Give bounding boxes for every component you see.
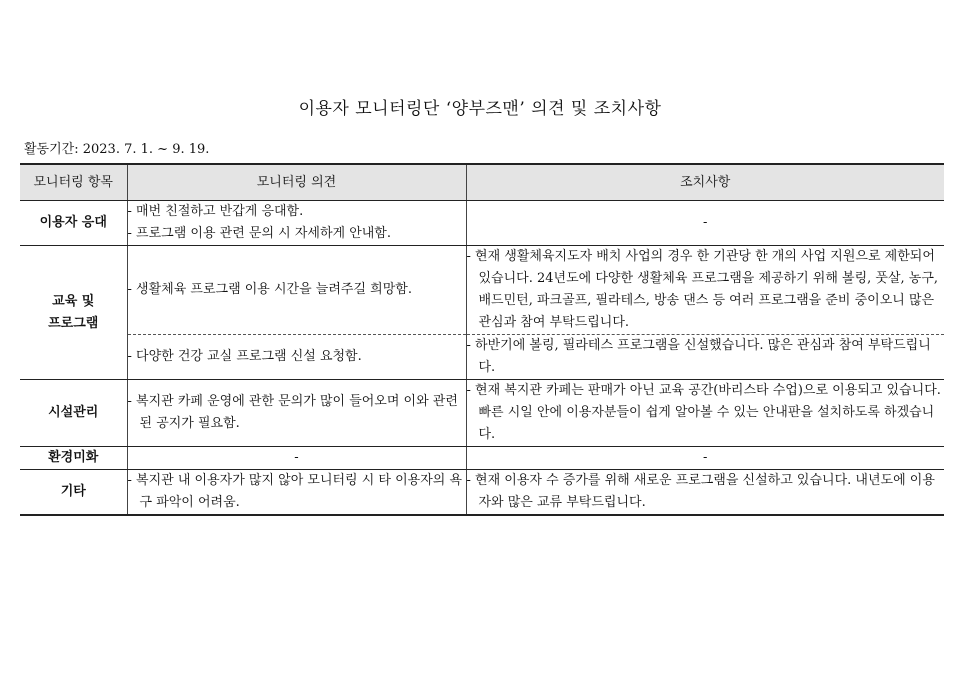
action-item: - 현재 이용자 수 증가를 위해 새로운 프로그램을 신설하고 있습니다. 내년도에 이용자와 많은 교류 부탁드립니다.	[466, 473, 935, 510]
opinion-other	[127, 470, 466, 516]
opinion-item: - 매번 친절하고 반갑게 응대함.	[127, 204, 304, 219]
opinion-environment: -	[127, 447, 466, 470]
opinion-item: - 다양한 건강 교실 프로그램 신설 요청함.	[127, 349, 362, 364]
table-header-row	[20, 164, 944, 201]
table-row-user-service	[20, 201, 944, 246]
opinion-education-2	[127, 335, 466, 380]
opinion-education-1	[127, 246, 466, 335]
action-other	[466, 470, 944, 516]
action-education-1	[466, 246, 944, 335]
action-environment: -	[466, 447, 944, 470]
opinion-item: - 생활체육 프로그램 이용 시간을 늘려주길 희망함.	[127, 282, 412, 297]
category-education	[20, 246, 127, 380]
table-row-education-2	[20, 335, 944, 380]
opinion-item: - 복지관 내 이용자가 많지 않아 모니터링 시 타 이용자의 욕구 파악이 어려움.	[127, 473, 463, 510]
activity-period: 활동기간: 2023. 7. 1. ~ 9. 19.	[24, 142, 210, 157]
header-action-taken: 조치사항	[466, 164, 944, 201]
category-facility: 시설관리	[20, 380, 127, 447]
action-facility	[466, 380, 944, 447]
table-row-other	[20, 470, 944, 516]
header-monitoring-item: 모니터링 항목	[20, 164, 127, 201]
category-other: 기타	[20, 470, 127, 516]
page-title: 이용자 모니터링단 ‘양부즈맨’ 의견 및 조치사항	[298, 99, 662, 119]
header-monitoring-opinion: 모니터링 의견	[127, 164, 466, 201]
category-environment: 환경미화	[20, 447, 127, 470]
action-item: - 하반기에 볼링, 필라테스 프로그램을 신설했습니다. 많은 관심과 참여 부탁드립니다.	[466, 338, 931, 375]
table-row-environment	[20, 447, 944, 470]
action-item: - 현재 생활체육지도자 배치 사업의 경우 한 기관당 한 개의 사업 지원으로 제한되어 있습니다. 24년도에 다양한 생활체육 프로그램을 제공하기 위해 볼링, 풋살, 농구, 배드민턴, 파크골프, 필라테스, 방송 댄스 등 여러 프로그램을 준비 중이오니 많은 관심과 참여 부탁드립니다.	[466, 249, 939, 330]
category-education-line2: 프로그램	[48, 315, 99, 331]
opinion-facility	[127, 380, 466, 447]
category-user-service: 이용자 응대	[20, 201, 127, 246]
monitoring-table	[20, 163, 944, 516]
action-user-service: -	[466, 201, 944, 246]
opinion-item: - 프로그램 이용 관련 문의 시 자세하게 안내함.	[127, 226, 391, 241]
opinion-item: - 복지관 카페 운영에 관한 문의가 많이 들어오며 이와 관련된 공지가 필요함.	[127, 394, 458, 431]
action-item: - 현재 복지관 카페는 판매가 아닌 교육 공간(바리스타 수업)으로 이용되고 있습니다. 빠른 시일 안에 이용자분들이 쉽게 알아볼 수 있는 안내판을 설치하도록 하겠습니다.	[466, 383, 941, 442]
table-row-education-1	[20, 246, 944, 335]
table-row-facility	[20, 380, 944, 447]
opinion-user-service	[127, 201, 466, 246]
category-education-line1: 교육 및	[52, 293, 95, 309]
action-education-2	[466, 335, 944, 380]
